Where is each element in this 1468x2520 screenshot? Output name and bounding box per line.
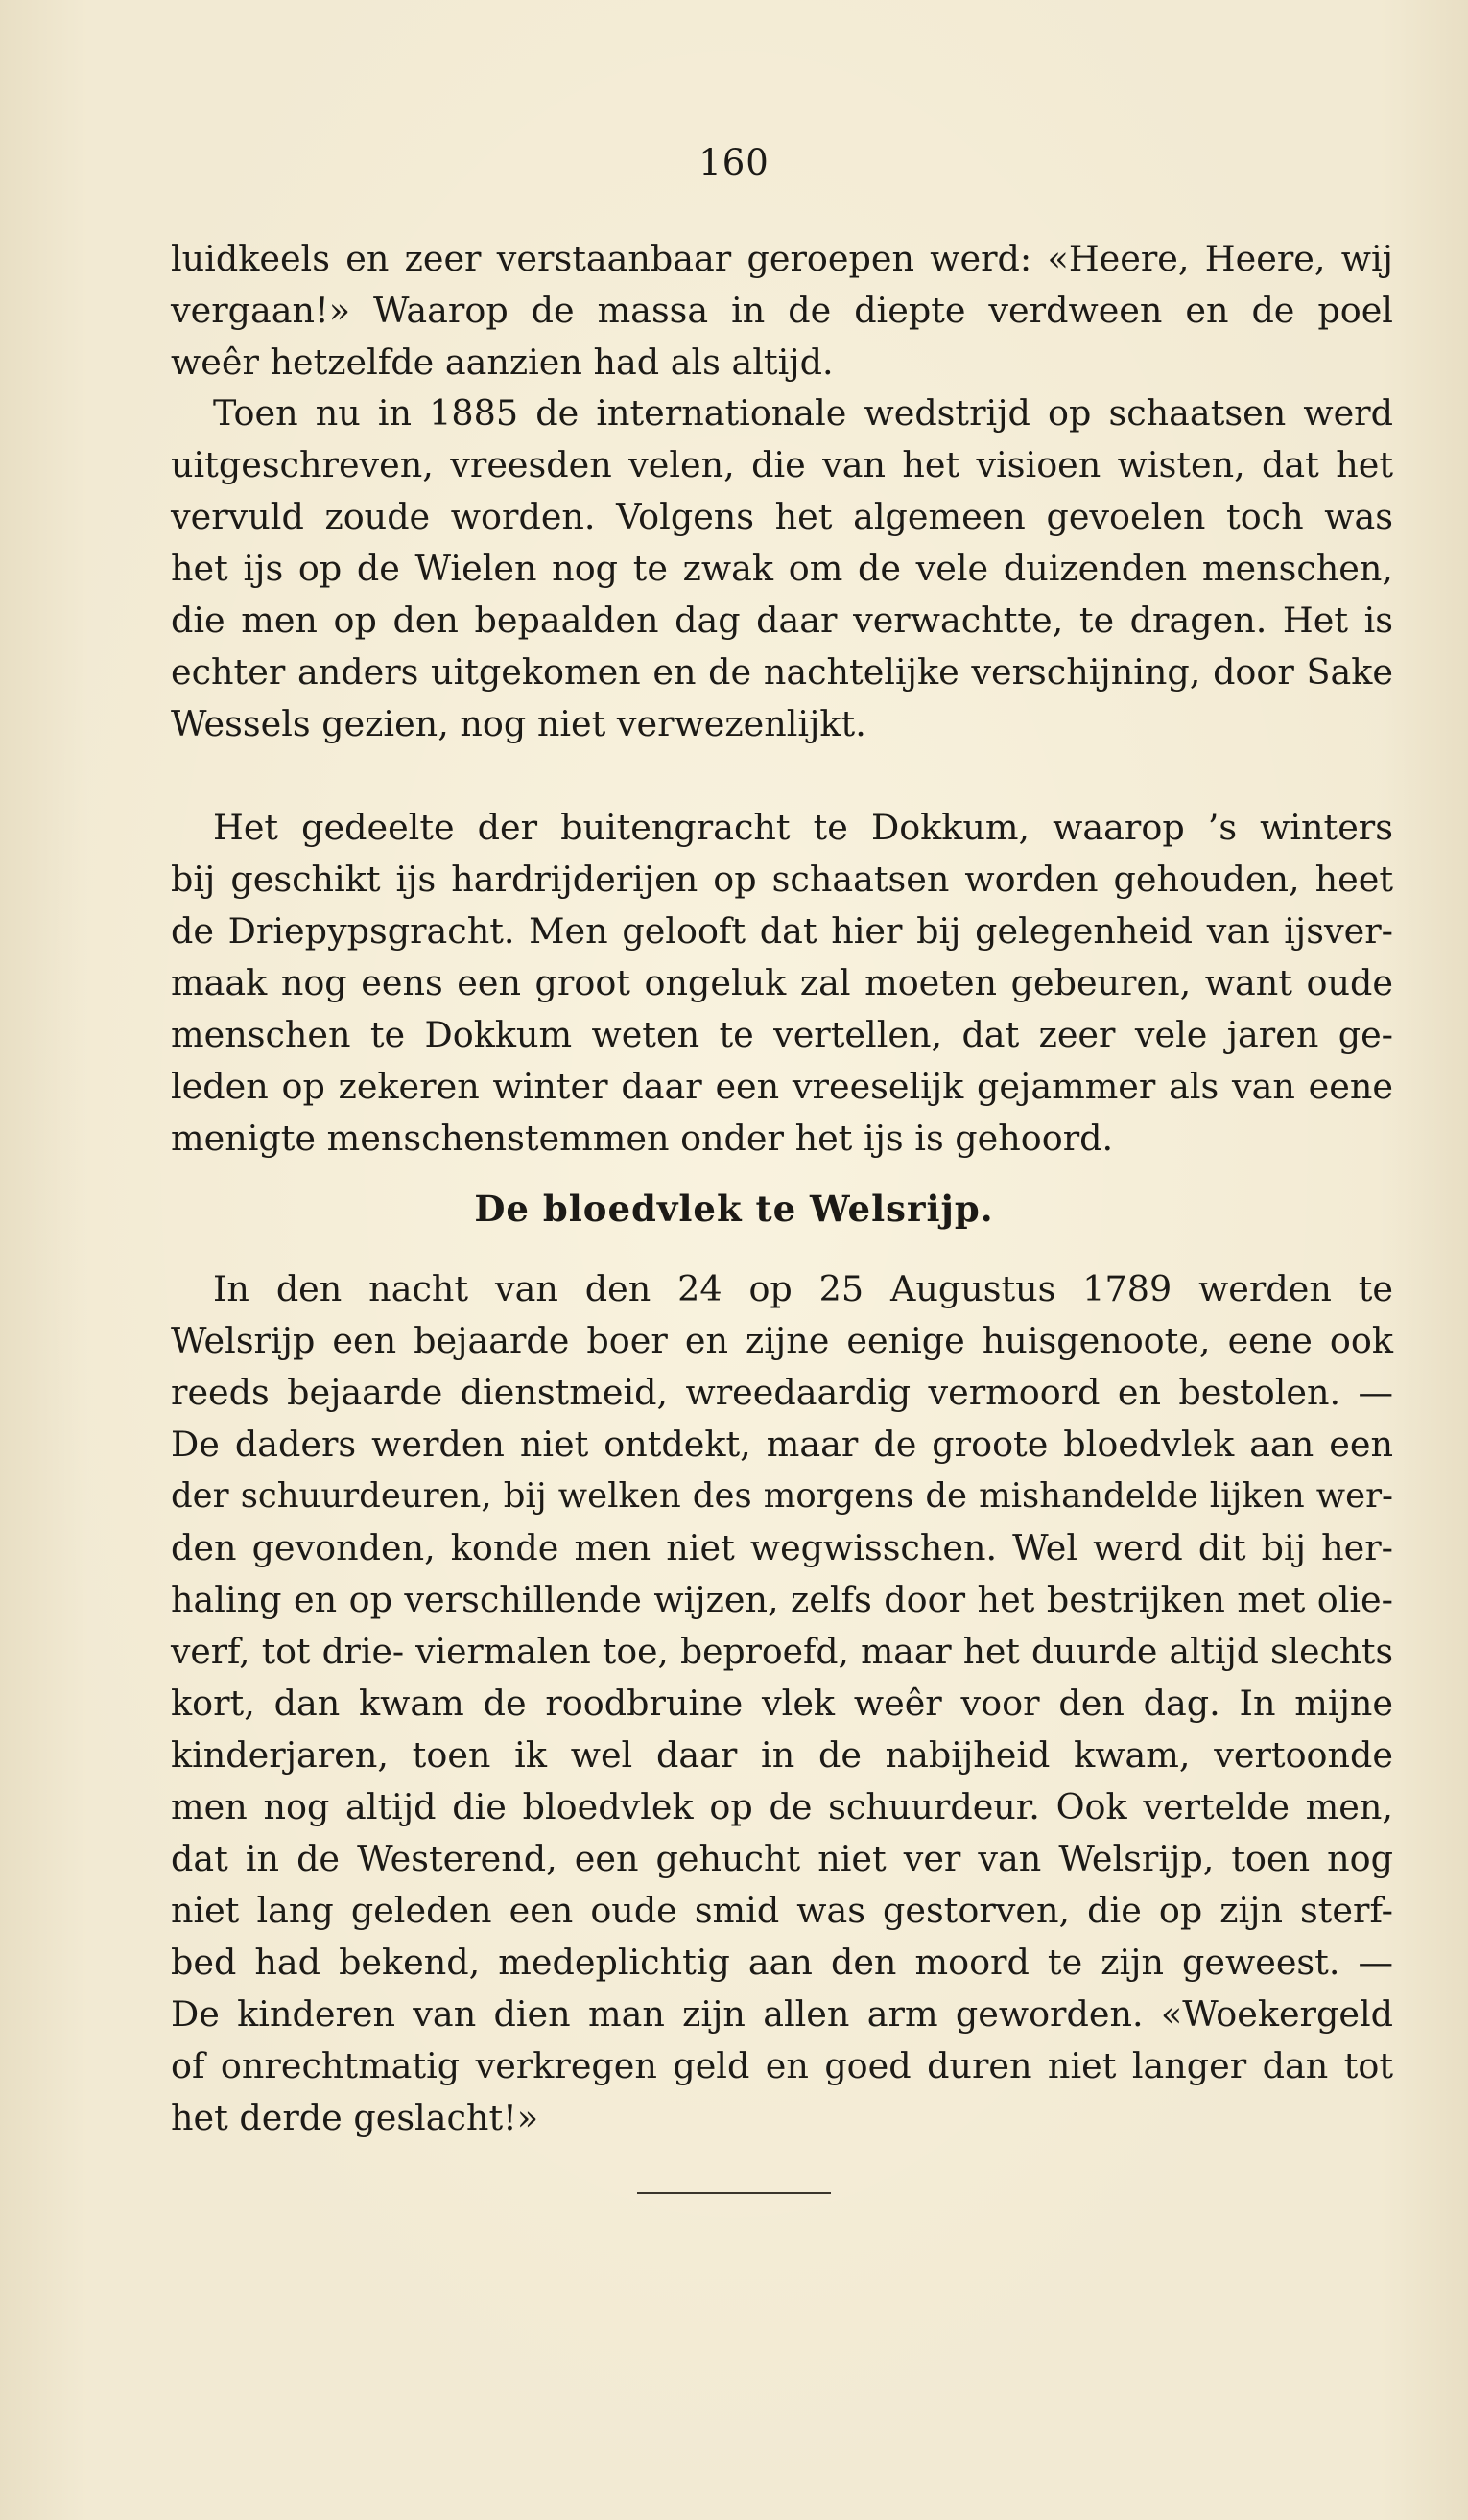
paragraph-schaatsen (171, 388, 1393, 750)
text-line: dat in de Westerend, een gehucht niet ver van Welsrijp, toen nog (171, 1838, 1393, 1879)
text-line: of onrechtmatig verkregen geld en goed duren niet langer dan tot (171, 2045, 1393, 2086)
text-line: kort, dan kwam de roodbruine vlek weêr voor den dag. In mijne (171, 1683, 1393, 1724)
text-line: reeds bejaarde dienstmeid, wreedaardig vermoord en bestolen. — (171, 1372, 1393, 1413)
text-line: maak nog eens een groot ongeluk zal moeten gebeuren, want oude (171, 962, 1393, 1003)
text-line: uitgeschreven, vreesden velen, die van het visioen wisten, dat het (171, 444, 1393, 485)
text-line: bij geschikt ijs hardrijderijen op schaatsen worden gehouden, heet (171, 859, 1393, 900)
text-line: weêr hetzelfde aanzien had als altijd. (171, 341, 834, 383)
paragraph-dokkum (171, 802, 1393, 1165)
text-line: echter anders uitgekomen en de nachtelijke verschijning, door Sake (171, 651, 1393, 693)
text-line: menschen te Dokkum weten te vertellen, dat zeer vele jaren ge- (171, 1014, 1393, 1055)
text-line: den gevonden, konde men niet wegwisschen. Wel werd dit bij her- (171, 1527, 1393, 1568)
text-line: niet lang geleden een oude smid was gestorven, die op zijn sterf- (171, 1890, 1393, 1931)
paragraph-continuation (171, 233, 1393, 389)
text-line: men nog altijd die bloedvlek op de schuurdeur. Ook vertelde men, (171, 1786, 1393, 1827)
text-line: vervuld zoude worden. Volgens het algemeen gevoelen toch was (171, 496, 1393, 537)
paragraph-bloedvlek (171, 1263, 1393, 2144)
text-line: Welsrijp een bejaarde boer en zijne eenige huisgenoote, eene ook (171, 1320, 1393, 1361)
text-line: Wessels gezien, nog niet verwezenlijkt. (171, 703, 866, 744)
text-line: luidkeels en zeer verstaanbaar geroepen werd: «Heere, Heere, wij (171, 238, 1393, 279)
text-line: De kinderen van dien man zijn allen arm geworden. «Woekergeld (171, 1993, 1393, 2035)
text-line: de Driepypsgracht. Men gelooft dat hier bij gelegenheid van ijsver- (171, 910, 1393, 952)
page-number: 160 (698, 142, 770, 183)
text-line: In den nacht van den 24 op 25 Augustus 1789 werden te (213, 1268, 1393, 1309)
text-line: kinderjaren, toen ik wel daar in de nabijheid kwam, vertoonde (171, 1734, 1393, 1776)
text-line: het derde geslacht!» (171, 2097, 539, 2138)
section-end-rule (637, 2192, 831, 2194)
text-line: haling en op verschillende wijzen, zelfs door het bestrijken met olie- (171, 1579, 1393, 1620)
text-line: Toen nu in 1885 de internationale wedstrijd op schaatsen werd (213, 392, 1393, 434)
text-line: vergaan!» Waarop de massa in de diepte verdween en de poel (171, 290, 1393, 331)
text-line: het ijs op de Wielen nog te zwak om de vele duizenden menschen, (171, 548, 1393, 589)
text-line: bed had bekend, medeplichtig aan den moord te zijn geweest. — (171, 1942, 1393, 1983)
text-line: De daders werden niet ontdekt, maar de groote bloedvlek aan een (171, 1424, 1393, 1465)
text-line: der schuurdeuren, bij welken des morgens de mishandelde lijken wer- (171, 1476, 1393, 1516)
text-line: die men op den bepaalden dag daar verwachtte, te dragen. Het is (171, 600, 1393, 641)
text-line: Het gedeelte der buitengracht te Dokkum, waarop ’s winters (213, 807, 1393, 848)
text-line: leden op zekeren winter daar een vreeselijk gejammer als van eene (171, 1066, 1393, 1107)
text-line: menigte menschenstemmen onder het ijs is gehoord. (171, 1118, 1114, 1159)
section-heading: De bloedvlek te Welsrijp. (474, 1188, 994, 1230)
text-line: verf, tot drie- viermalen toe, beproefd, maar het duurde altijd slechts (171, 1631, 1393, 1672)
